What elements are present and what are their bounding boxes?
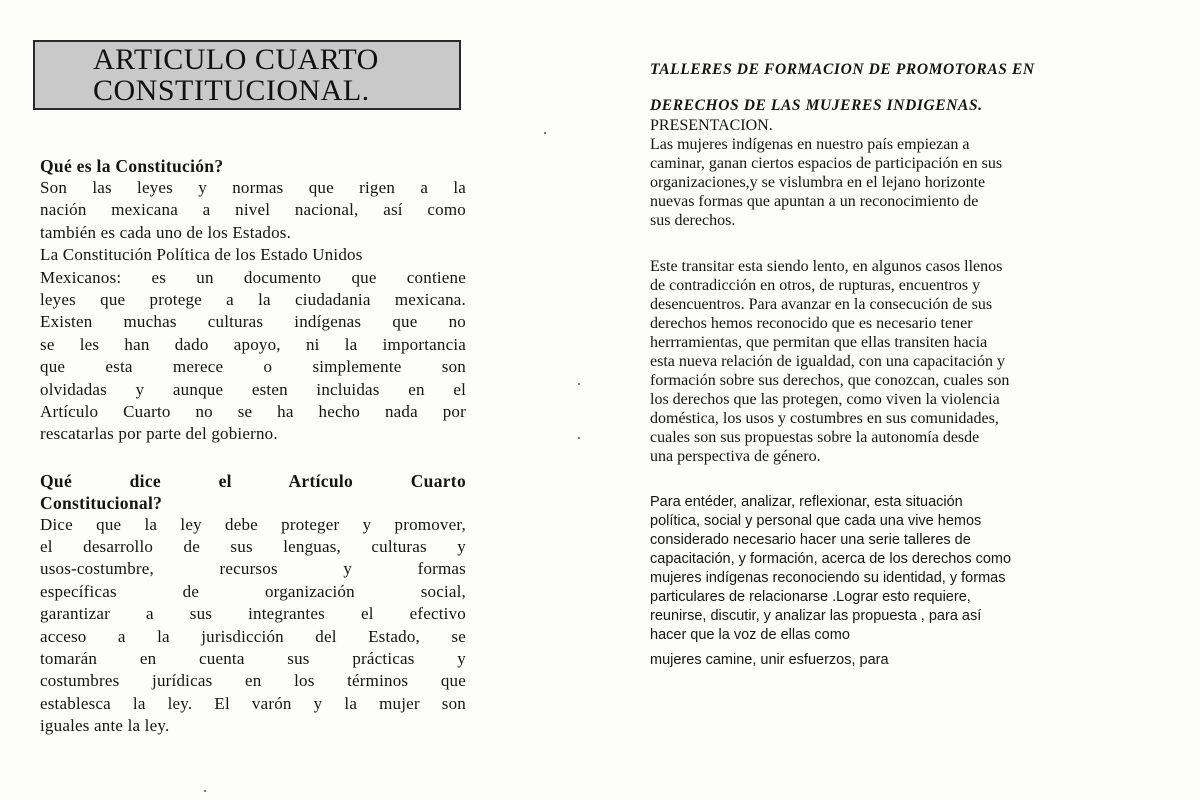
body-line: tomarán en cuenta sus prácticas y [40,649,466,669]
section-heading-article: Qué dice el Artículo Cuarto [40,470,466,491]
body-line: usos-costumbre, recursos y formas [40,559,466,579]
section-body-constitution [40,177,466,446]
title-line-1: ARTICULO CUARTO [93,43,379,76]
paragraph-line: doméstica, los usos y costumbres en sus comunidades, [650,410,999,427]
spacer [650,80,1150,96]
paragraph-line: de contradicción en otros, de rupturas, encuentros y [650,277,981,294]
paragraph-line: cuales son sus propuestas sobre la autonomía desde [650,429,980,446]
workshop-title-line-1: TALLERES DE FORMACION DE PROMOTORAS EN [650,61,1035,78]
scan-speck [578,383,580,385]
paragraph-line: Este transitar esta siendo lento, en algunos casos llenos [650,258,1003,275]
paragraph-line: particulares de relacionarse .Lograr esto requiere, [650,589,971,605]
body-line: Existen muchas culturas indígenas que no [40,312,466,332]
body-line: olvidadas y aunque esten incluidas en el [40,379,466,399]
body-line: acceso a la jurisdicción del Estado, se [40,626,466,646]
body-line: leyes que protege a la ciudadania mexicana. [40,289,466,309]
scan-speck [578,437,580,439]
section-body-article [40,514,466,738]
body-line: establesca la ley. El varón y la mujer son [40,693,466,713]
body-line: rescatarlas por parte del gobierno. [40,424,278,444]
spacer [40,446,466,470]
paragraph-line: política, social y personal que cada una vive hemos [650,513,982,529]
section-heading-constitution: Qué es la Constitución? [40,156,224,176]
workshop-title-line-2: DERECHOS DE LAS MUJERES INDIGENAS. [650,97,983,114]
paragraph-line: desencuentros. Para avanzar en la consecución de sus [650,296,993,313]
body-line: nación mexicana a nivel nacional, así como [40,200,466,220]
paragraph-line: derechos hemos reconocido que es necesario tener [650,315,973,332]
paragraph-line: considerado necesario hacer una serie talleres de [650,532,971,548]
spacer [650,230,1150,257]
right-column [650,60,1150,670]
paragraph-line: esta nueva relación de igualdad, con una capacitación y [650,353,1005,370]
paragraph-line: nuevas formas que apuntan a un reconocimiento de [650,193,979,210]
paragraph-line: sus derechos. [650,212,736,229]
body-line: se les han dado apoyo, ni la importancia [40,334,466,354]
paragraph-line: caminar, ganan ciertos espacios de participación en sus [650,155,1003,172]
body-line: La Constitución Política de los Estado Unidos [40,245,363,265]
paragraph-line: Para entéder, analizar, reflexionar, esta situación [650,494,963,510]
paragraph-line: hacer que la voz de ellas como [650,627,850,643]
paragraph-line: una perspectiva de género. [650,448,821,465]
body-line: iguales ante la ley. [40,716,170,736]
paragraph-line: capacitación, y formación, acerca de los derechos como [650,551,1012,567]
paragraph-1 [650,135,1150,230]
body-line: Dice que la ley debe proteger y promover, [40,514,466,534]
body-line: también es cada uno de los Estados. [40,222,292,242]
last-line: mujeres camine, unir esfuerzos, para [650,652,889,668]
body-line: que esta merece o simplemente son [40,357,466,377]
paragraph-line: los derechos que las protegen, como viven la violencia [650,391,1000,408]
paragraph-line: herrramientas, que permitan que ellas transiten hacia [650,334,988,351]
scan-speck [204,790,206,792]
body-line: costumbres jurídicas en los términos que [40,671,466,691]
section-heading-article-line2: Constitucional? [40,492,163,513]
title-box [33,40,461,110]
body-line: el desarrollo de sus lenguas, culturas y [40,537,466,557]
paragraph-line: reunirse, discutir, y analizar las propuesta , para así [650,608,982,624]
body-line: Mexicanos: es un documento que contiene [40,267,466,287]
paragraph-2 [650,257,1150,466]
paragraph-line: Las mujeres indígenas en nuestro país empiezan a [650,136,970,153]
paragraph-3 [650,493,1150,645]
presentation-label: PRESENTACION. [650,117,773,134]
title-line-2: CONSTITUCIONAL. [93,74,370,107]
paragraph-line: formación sobre sus derechos, que conozcan, cuales son [650,372,1010,389]
spacer [650,466,1150,493]
scan-speck [544,132,546,134]
left-column [40,155,466,738]
body-line: específicas de organización social, [40,581,466,601]
body-line: garantizar a sus integrantes el efectivo [40,604,466,624]
paragraph-line: organizaciones,y se vislumbra en el lejano horizonte [650,174,986,191]
paragraph-line: mujeres indígenas reconociendo su identidad, y formas [650,570,1006,586]
body-line: Artículo Cuarto no se ha hecho nada por [40,401,466,421]
body-line: Son las leyes y normas que rigen a la [40,178,466,197]
